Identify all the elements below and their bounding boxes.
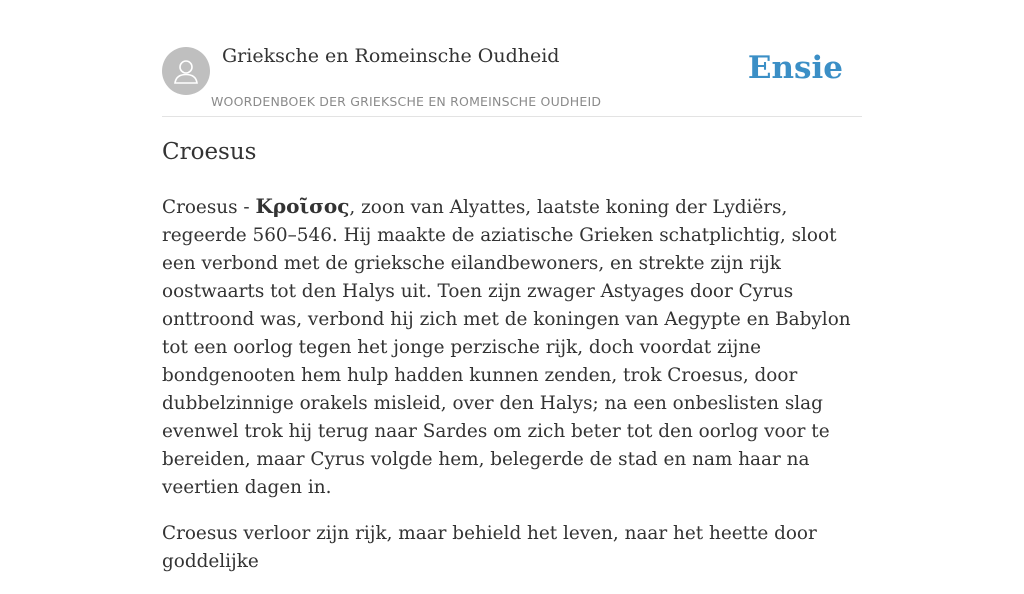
- page: [162, 0, 862, 572]
- site-header: [162, 0, 862, 117]
- avatar[interactable]: [162, 47, 210, 95]
- greek-term: Κροῖσος: [255, 194, 350, 218]
- site-subtitle: WOORDENBOEK DER GRIEKSCHE EN ROMEINSCHE OUDHEID: [211, 94, 602, 109]
- user-icon: [171, 56, 201, 86]
- entry-paragraph: [162, 192, 862, 502]
- entry-text: , zoon van Alyattes, laatste koning der Lydiërs, regeerde 560–546. Hij maakte de aziatische Grieken schatplichtig, sloot een verbond met de grieksche eilandbewoners, en strekte zijn rijk oostwaarts tot den Halys uit. Toen zijn zwager Astyages door Cyrus onttroond was, verbond hij zich met de koningen van Aegypte en Babylon tot een oorlog tegen het jonge perzische rijk, doch voordat zijne bondgenooten hem hulp hadden kunnen zenden, trok Croesus, door dubbelzinnige orakels misleid, over den Halys; na een onbeslisten slag evenwel trok hij terug naar Sardes om zich beter tot den oorlog voor te bereiden, maar Cyrus volgde hem, belegerde de stad en nam haar na veertien dagen in.: [162, 197, 851, 498]
- site-title[interactable]: Grieksche en Romeinsche Oudheid: [222, 45, 560, 67]
- brand-logo[interactable]: Ensie: [747, 50, 843, 86]
- entry-lemma: Croesus -: [162, 197, 256, 218]
- entry-title: Croesus: [162, 139, 257, 165]
- entry-paragraph: Croesus verloor zijn rijk, maar behield het leven, naar het heette door goddelijke: [162, 523, 817, 572]
- entry-body: [162, 192, 862, 594]
